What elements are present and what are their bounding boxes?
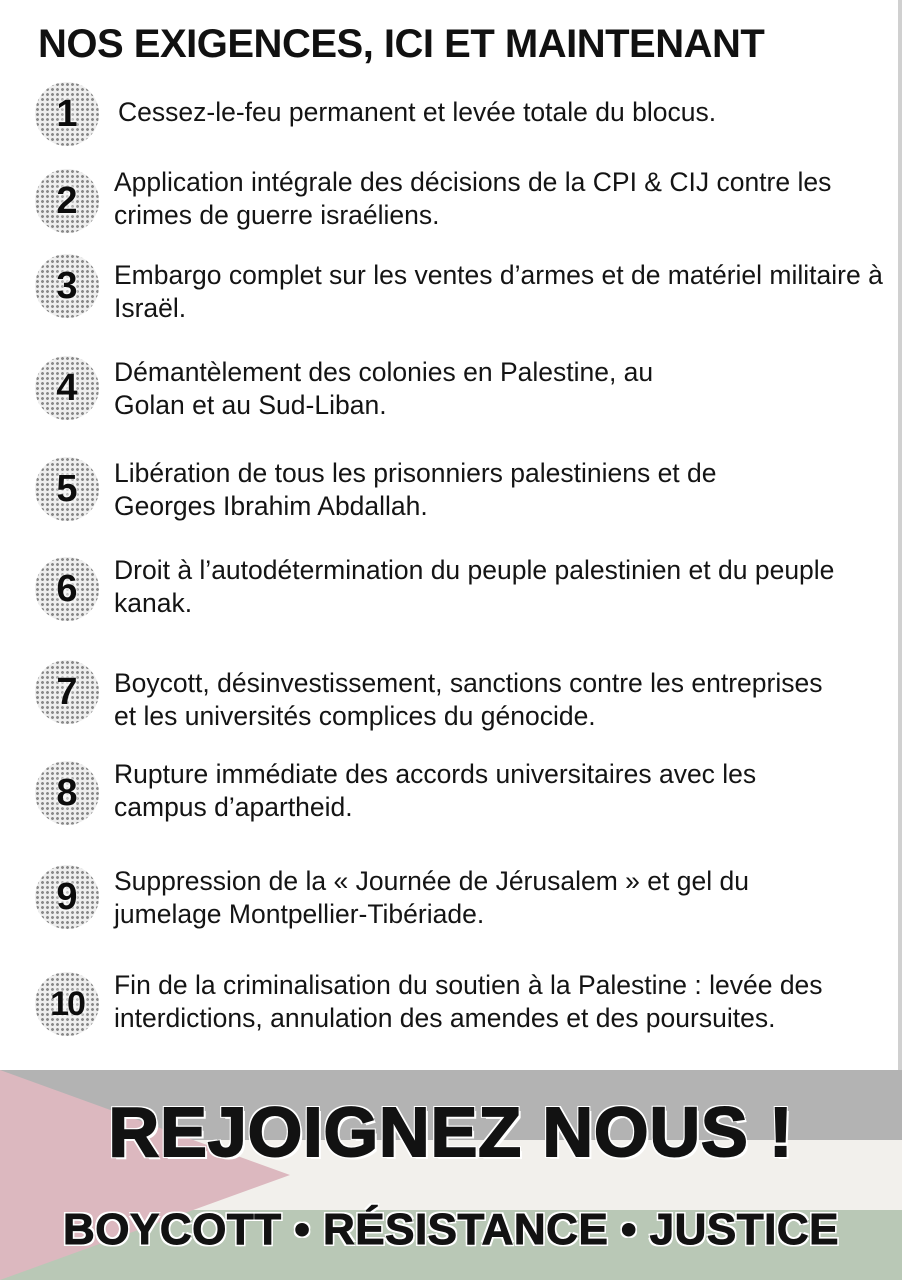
demand-item-7 (32, 667, 882, 737)
demand-text: Embargo complet sur les ventes d’armes et de matériel militaire à Israël. (114, 260, 883, 323)
demand-item-5 (32, 457, 882, 527)
demand-item-1 (32, 92, 882, 166)
number-badge: 2 (35, 169, 99, 233)
demand-text: Application intégrale des décisions de la CPI & CIJ contre les crimes de guerre israéliens. (114, 167, 832, 230)
join-headline: REJOIGNEZ NOUS ! (108, 1093, 794, 1171)
demand-item-2 (32, 166, 882, 236)
number-badge: 9 (35, 865, 99, 929)
number-badge: 10 (35, 972, 99, 1036)
page-edge (898, 0, 902, 1070)
demand-text: Fin de la criminalisation du soutien à la Palestine : levée des interdictions, annulation des amendes et des poursuites. (114, 970, 823, 1033)
demand-text: Démantèlement des colonies en Palestine, au Golan et au Sud-Liban. (114, 357, 654, 420)
page-title: NOS EXIGENCES, ICI ET MAINTENANT (38, 22, 765, 66)
demand-item-4 (32, 356, 882, 426)
demand-text: Droit à l’autodétermination du peuple palestinien et du peuple kanak. (114, 555, 835, 618)
number-badge: 7 (35, 660, 99, 724)
number-badge: 5 (35, 457, 99, 521)
number-badge: 6 (35, 557, 99, 621)
number-badge: 4 (35, 356, 99, 420)
number-badge: 1 (35, 82, 99, 146)
join-banner (0, 1070, 902, 1280)
number-badge: 8 (35, 761, 99, 825)
number-badge: 3 (35, 254, 99, 318)
slogan: BOYCOTT • RÉSISTANCE • JUSTICE (63, 1205, 839, 1254)
demand-item-9 (32, 865, 882, 935)
demand-text: Boycott, désinvestissement, sanctions contre les entreprises et les universités complices du génocide. (114, 668, 823, 731)
demand-item-6 (32, 554, 882, 624)
demand-text: Rupture immédiate des accords universitaires avec les campus d’apartheid. (114, 759, 757, 822)
demand-item-8 (32, 758, 882, 828)
demand-item-10 (32, 969, 882, 1039)
demand-text: Cessez-le-feu permanent et levée totale du blocus. (118, 97, 717, 127)
demand-text: Libération de tous les prisonniers palestiniens et de Georges Ibrahim Abdallah. (114, 458, 717, 521)
demand-item-3 (32, 259, 882, 329)
demand-text: Suppression de la « Journée de Jérusalem » et gel du jumelage Montpellier-Tibériade. (114, 866, 749, 929)
